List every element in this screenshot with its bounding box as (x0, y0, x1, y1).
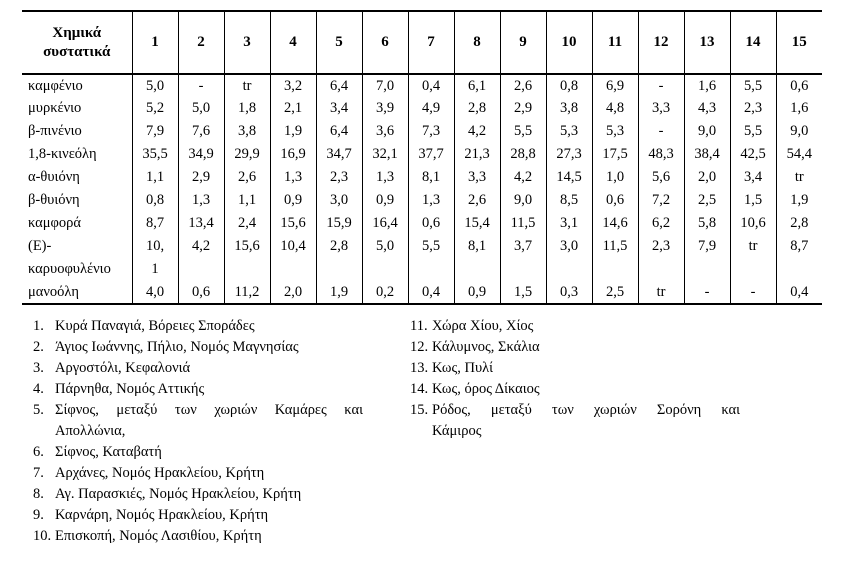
footnote-number: 8. (33, 486, 44, 502)
footnote-text-line: Απολλώνια, (55, 423, 126, 439)
footnote-number: 6. (33, 444, 44, 460)
row-compound-name: μανοόλη (22, 281, 132, 304)
table-cell: 2,6 (224, 166, 270, 189)
table-cell: 5,0 (178, 97, 224, 120)
footnote-number: 5. (33, 402, 44, 418)
table-cell: 1,3 (362, 166, 408, 189)
table-cell: 5,5 (408, 235, 454, 258)
table-cell: 7,9 (684, 235, 730, 258)
table-cell: 4,2 (454, 120, 500, 143)
table-cell: 2,5 (684, 189, 730, 212)
table-body (22, 74, 822, 304)
footnote-text (432, 400, 740, 442)
table-cell: 3,6 (362, 120, 408, 143)
table-cell: 9,0 (776, 120, 822, 143)
footnote-item (33, 526, 363, 547)
table-cell: 1,8 (224, 97, 270, 120)
table-cell: 2,3 (316, 166, 362, 189)
table-cell: 29,9 (224, 143, 270, 166)
table-row (22, 212, 822, 235)
column-header: 8 (454, 11, 500, 74)
footnote-text: Αγ. Παρασκιές, Νομός Ηρακλείου, Κρήτη (55, 486, 302, 502)
table-cell (270, 258, 316, 281)
table-cell: 3,0 (316, 189, 362, 212)
table-cell: 0,8 (546, 74, 592, 97)
table-cell: 1,1 (132, 166, 178, 189)
table-cell (224, 258, 270, 281)
footnote-number: 3. (33, 360, 44, 376)
table-cell: 10, (132, 235, 178, 258)
row-compound-name: 1,8-κινεόλη (28, 146, 97, 162)
table-cell (408, 258, 454, 281)
table-cell (638, 258, 684, 281)
table-cell: 8,7 (776, 235, 822, 258)
footnote-text (55, 400, 363, 442)
table-cell: 0,8 (132, 189, 178, 212)
table-cell (684, 258, 730, 281)
table-cell: 28,8 (500, 143, 546, 166)
table-cell: 17,5 (592, 143, 638, 166)
column-header: 11 (592, 11, 638, 74)
composition-table (22, 10, 822, 305)
table-cell: tr (224, 74, 270, 97)
table-cell: 32,1 (362, 143, 408, 166)
table-cell: 11,5 (500, 212, 546, 235)
table-row (22, 258, 822, 281)
header-chemical-components (22, 11, 132, 74)
table-cell: 2,6 (454, 189, 500, 212)
row-compound-name: καμφορά (28, 215, 82, 231)
table-cell: 16,9 (270, 143, 316, 166)
footnote-item (33, 316, 363, 337)
table-cell: 35,5 (132, 143, 178, 166)
table-cell (776, 258, 822, 281)
table-cell: 5,0 (132, 74, 178, 97)
table-cell: 37,7 (408, 143, 454, 166)
table-cell: 1,5 (730, 189, 776, 212)
table-cell: 0,4 (776, 281, 822, 304)
table-cell: 8,7 (132, 212, 178, 235)
table-cell: 1,6 (684, 74, 730, 97)
column-header: 13 (684, 11, 730, 74)
table-cell: 7,3 (408, 120, 454, 143)
footnote-number: 7. (33, 465, 44, 481)
table-cell: 13,4 (178, 212, 224, 235)
table-cell (316, 258, 362, 281)
table-cell: 27,3 (546, 143, 592, 166)
table-cell: 2,6 (500, 74, 546, 97)
footnote-text: Επισκοπή, Νομός Λασιθίου, Κρήτη (55, 528, 262, 544)
table-cell: 3,3 (454, 166, 500, 189)
table-cell: 16,4 (362, 212, 408, 235)
table-cell: 3,4 (316, 97, 362, 120)
table-cell: 6,2 (638, 212, 684, 235)
table-cell: 11,2 (224, 281, 270, 304)
table-row (22, 97, 822, 120)
table-cell: 4,8 (592, 97, 638, 120)
table-row (22, 281, 822, 304)
table-cell (178, 258, 224, 281)
column-header: 5 (316, 11, 362, 74)
footnote-text: Αρχάνες, Νομός Ηρακλείου, Κρήτη (55, 465, 265, 481)
table-cell: 4,2 (178, 235, 224, 258)
table-cell: 1,3 (178, 189, 224, 212)
row-compound-name: καμφένιο (28, 77, 83, 94)
table-cell (500, 258, 546, 281)
row-compound-name: α-θυιόνη (28, 169, 80, 185)
table-cell: 15,6 (224, 235, 270, 258)
footnote-number: 10. (33, 528, 52, 544)
table-cell: 6,1 (454, 74, 500, 97)
table-cell: 1,9 (776, 189, 822, 212)
table-cell: 2,3 (730, 97, 776, 120)
table-cell: 0,2 (362, 281, 408, 304)
table-cell: 9,0 (500, 189, 546, 212)
footnote-text-line: Σίφνος, μεταξύ των χωριών Καμάρες και (55, 402, 363, 418)
table-row (22, 74, 822, 97)
table-cell: 6,4 (316, 120, 362, 143)
table-cell: 0,6 (592, 189, 638, 212)
table-cell (362, 258, 408, 281)
table-cell: 0,6 (776, 74, 822, 97)
table-cell: 5,5 (730, 120, 776, 143)
row-compound-name: β-πινένιο (28, 123, 82, 139)
footnote-text: Κως, Πυλί (432, 360, 494, 376)
table-cell: 4,9 (408, 97, 454, 120)
table-cell: 1,5 (500, 281, 546, 304)
column-header: 2 (178, 11, 224, 74)
table-header-row (22, 11, 822, 74)
table-cell: tr (638, 281, 684, 304)
footnote-text: Σίφνος, Καταβατή (55, 444, 162, 460)
table-cell: 54,4 (776, 143, 822, 166)
table-cell: 1,6 (776, 97, 822, 120)
column-header: 3 (224, 11, 270, 74)
table-cell: 9,0 (684, 120, 730, 143)
footnote-item (33, 379, 363, 400)
table-row (22, 235, 822, 258)
table-cell: 0,9 (362, 189, 408, 212)
table-cell: 8,5 (546, 189, 592, 212)
footnote-item (410, 316, 740, 337)
footnote-text: Πάρνηθα, Νομός Αττικής (55, 381, 205, 397)
table-cell: 1,9 (316, 281, 362, 304)
table-cell: 2,5 (592, 281, 638, 304)
table-cell: 21,3 (454, 143, 500, 166)
table-cell: 4,3 (684, 97, 730, 120)
table-cell: 3,2 (270, 74, 316, 97)
table-cell: 7,2 (638, 189, 684, 212)
table-cell: 0,9 (270, 189, 316, 212)
column-header: 12 (638, 11, 684, 74)
table-cell: 5,5 (730, 74, 776, 97)
table-cell: 38,4 (684, 143, 730, 166)
row-compound-name: μυρκένιο (28, 100, 82, 116)
table-row (22, 166, 822, 189)
table-cell: 5,5 (500, 120, 546, 143)
table-cell: 1,3 (408, 189, 454, 212)
table-cell: 3,8 (224, 120, 270, 143)
table-cell (730, 258, 776, 281)
table-row (22, 143, 822, 166)
footnote-number: 4. (33, 381, 44, 397)
table-cell: 8,1 (408, 166, 454, 189)
table-cell: 3,3 (638, 97, 684, 120)
footnote-item (33, 442, 363, 463)
footnote-number: 1. (33, 318, 44, 334)
header-component-label: Χημικά συστατικά (43, 24, 111, 60)
column-header: 6 (362, 11, 408, 74)
table-cell (454, 258, 500, 281)
table-cell: 14,5 (546, 166, 592, 189)
table-cell: 1 (132, 258, 178, 281)
footnote-text: Χώρα Χίου, Χίος (432, 318, 534, 334)
table-cell: 4,2 (500, 166, 546, 189)
table-cell: tr (776, 166, 822, 189)
footnote-number: 13. (410, 360, 429, 376)
table-cell: 7,0 (362, 74, 408, 97)
table-cell (592, 258, 638, 281)
footnote-item (410, 358, 740, 379)
table-cell: 3,9 (362, 97, 408, 120)
footnote-text: Κως, όρος Δίκαιος (432, 381, 540, 397)
table-cell: 2,9 (500, 97, 546, 120)
footnote-item (33, 463, 363, 484)
table-cell: 0,6 (178, 281, 224, 304)
footnote-item (33, 505, 363, 526)
table-cell: 1,0 (592, 166, 638, 189)
footnote-item (410, 337, 740, 358)
table-cell: 10,4 (270, 235, 316, 258)
table-cell (546, 258, 592, 281)
column-header: 7 (408, 11, 454, 74)
table-cell: 2,8 (454, 97, 500, 120)
table-cell: 15,4 (454, 212, 500, 235)
footnote-text: Αργοστόλι, Κεφαλονιά (55, 360, 191, 376)
footnote-text-line: Κάμιρος (432, 423, 482, 439)
table-cell: 15,6 (270, 212, 316, 235)
table-cell: 5,0 (362, 235, 408, 258)
table-cell: 0,4 (408, 281, 454, 304)
table-cell: - (684, 281, 730, 304)
footnote-number: 15. (410, 402, 429, 418)
row-compound-name: β-θυιόνη (28, 192, 80, 208)
table-row (22, 120, 822, 143)
table-cell: 7,6 (178, 120, 224, 143)
table-cell: 2,8 (776, 212, 822, 235)
table-cell: 1,9 (270, 120, 316, 143)
table-cell: 2,3 (638, 235, 684, 258)
table-cell: 2,9 (178, 166, 224, 189)
column-header: 1 (132, 11, 178, 74)
footnote-text: Κάλυμνος, Σκάλια (432, 339, 540, 355)
footnote-item (410, 379, 740, 400)
table-cell: 4,0 (132, 281, 178, 304)
table-cell: 48,3 (638, 143, 684, 166)
table-cell: - (638, 120, 684, 143)
footnotes-right (410, 316, 740, 442)
footnote-text: Καρνάρη, Νομός Ηρακλείου, Κρήτη (55, 507, 269, 523)
table-cell: 0,6 (408, 212, 454, 235)
footnotes-left (33, 316, 363, 547)
table-cell: 5,8 (684, 212, 730, 235)
table-cell: 1,1 (224, 189, 270, 212)
table-cell: 2,4 (224, 212, 270, 235)
footnote-number: 11. (410, 318, 428, 334)
column-header: 10 (546, 11, 592, 74)
table-cell: 6,9 (592, 74, 638, 97)
table-cell: 0,4 (408, 74, 454, 97)
table-cell: 3,8 (546, 97, 592, 120)
table-cell: 10,6 (730, 212, 776, 235)
table-cell: 3,7 (500, 235, 546, 258)
row-compound-name: (E)- (28, 238, 52, 254)
footnote-text: Άγιος Ιωάννης, Πήλιο, Νομός Μαγνησίας (55, 339, 299, 355)
footnote-text: Κυρά Παναγιά, Βόρειες Σποράδες (55, 318, 255, 334)
table-cell: 2,8 (316, 235, 362, 258)
table-cell: 8,1 (454, 235, 500, 258)
footnote-number: 14. (410, 381, 429, 397)
table-cell: 0,9 (454, 281, 500, 304)
table-cell: 2,1 (270, 97, 316, 120)
footnote-item (33, 358, 363, 379)
table-cell: 34,7 (316, 143, 362, 166)
footnote-item (33, 400, 363, 442)
table-cell: 34,9 (178, 143, 224, 166)
footnote-item (33, 484, 363, 505)
table-cell: 42,5 (730, 143, 776, 166)
column-header: 15 (776, 11, 822, 74)
footnote-item (410, 400, 740, 442)
table-cell: 6,4 (316, 74, 362, 97)
table-cell: 0,3 (546, 281, 592, 304)
footnote-number: 12. (410, 339, 429, 355)
table-cell: 1,3 (270, 166, 316, 189)
table-cell: 11,5 (592, 235, 638, 258)
table-row (22, 189, 822, 212)
table-cell: 5,3 (592, 120, 638, 143)
footnote-text-line: Ρόδος, μεταξύ των χωριών Σορόνη και (432, 402, 740, 418)
table-cell: 2,0 (684, 166, 730, 189)
row-compound-name: καρυοφυλένιο (28, 261, 111, 277)
table-cell: tr (730, 235, 776, 258)
table-cell: 15,9 (316, 212, 362, 235)
table-cell: - (730, 281, 776, 304)
table-cell: 5,6 (638, 166, 684, 189)
table-cell: 14,6 (592, 212, 638, 235)
footnote-number: 9. (33, 507, 44, 523)
table-cell: 7,9 (132, 120, 178, 143)
table-cell: 3,1 (546, 212, 592, 235)
table-cell: 5,3 (546, 120, 592, 143)
table-cell: 3,0 (546, 235, 592, 258)
column-header: 9 (500, 11, 546, 74)
table-cell: - (638, 74, 684, 97)
column-header: 14 (730, 11, 776, 74)
table-cell: 2,0 (270, 281, 316, 304)
table-cell: - (178, 74, 224, 97)
footnote-number: 2. (33, 339, 44, 355)
table-cell: 3,4 (730, 166, 776, 189)
column-header: 4 (270, 11, 316, 74)
table-cell: 5,2 (132, 97, 178, 120)
footnote-item (33, 337, 363, 358)
